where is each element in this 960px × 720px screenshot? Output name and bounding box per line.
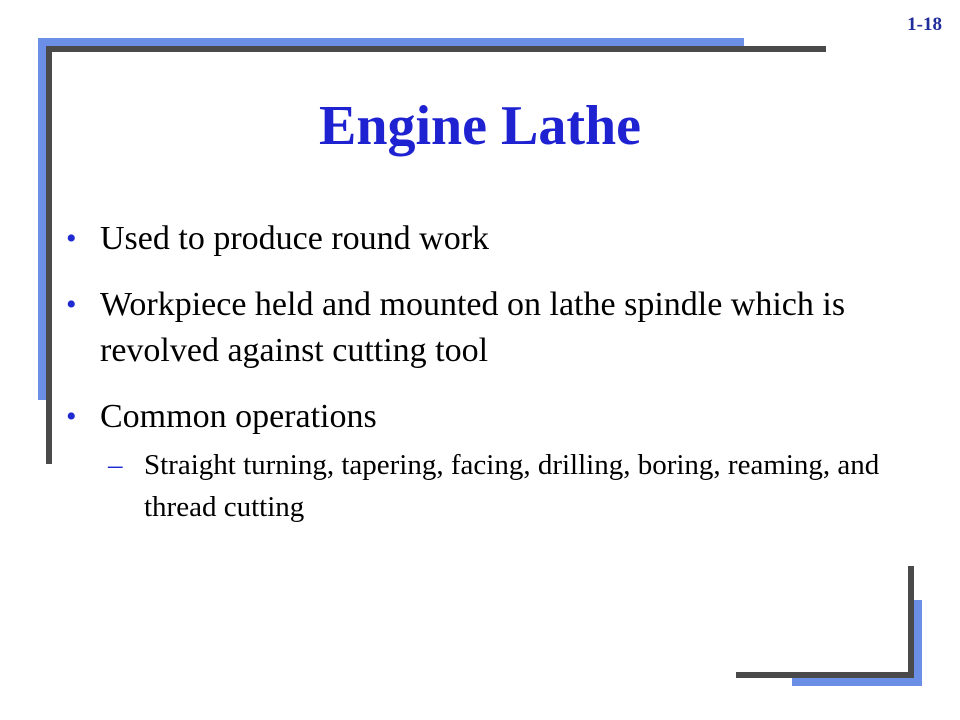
bullet-item [62, 282, 902, 374]
bullet-marker: • [66, 222, 77, 255]
slide-title: Engine Lathe [318, 95, 642, 157]
frame-top-left-horizontal-blue [38, 38, 744, 46]
frame-bottom-right-horizontal-blue [792, 678, 922, 686]
sub-bullet-marker: – [108, 449, 123, 481]
bullet-list [62, 216, 902, 528]
bullet-item [62, 394, 902, 528]
bullet-marker: • [66, 288, 77, 321]
sub-bullet-text: Straight turning, tapering, facing, drilling, boring, reaming, and thread cutting [144, 449, 880, 523]
bullet-item [62, 216, 902, 262]
sub-bullet-list [100, 444, 902, 528]
bullet-text: Used to produce round work [100, 220, 490, 257]
bullet-marker: • [66, 400, 77, 433]
frame-bottom-right-vertical-blue [914, 600, 922, 686]
bullet-text: Common operations [100, 398, 377, 435]
sub-bullet-item [100, 444, 902, 528]
bullet-text: Workpiece held and mounted on lathe spindle which is revolved against cutting tool [100, 286, 846, 369]
frame-top-left-vertical-blue [38, 38, 46, 400]
frame-top-left-horizontal-gray [46, 46, 826, 52]
slide-number: 1-18 [907, 14, 942, 35]
